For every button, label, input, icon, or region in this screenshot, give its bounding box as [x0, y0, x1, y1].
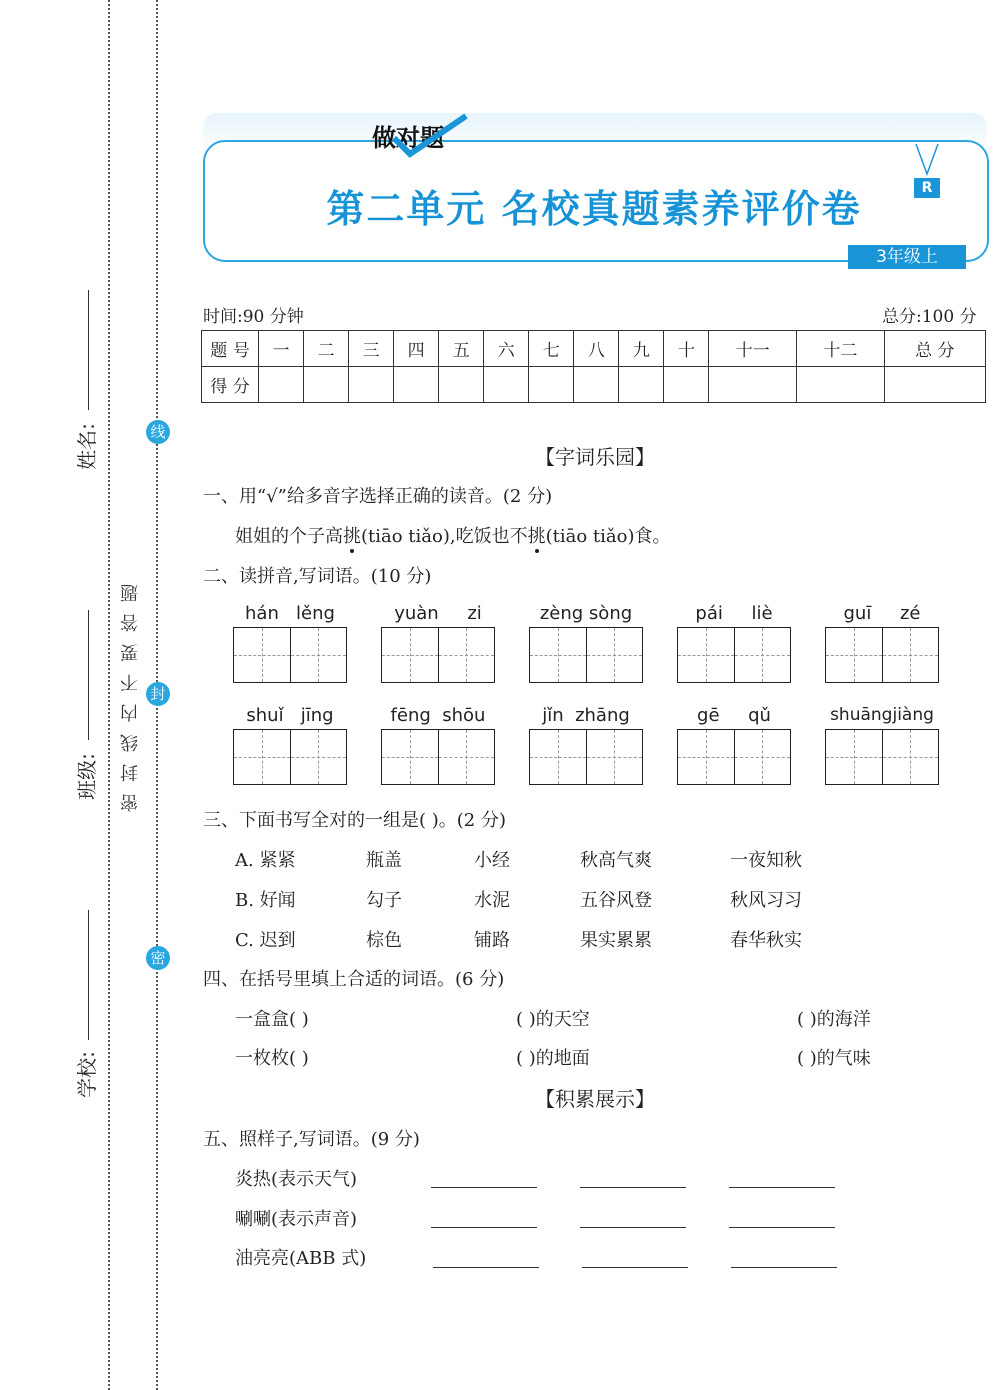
- option-a-4: 秋高气爽: [580, 850, 652, 871]
- pinyin: lěng: [296, 603, 335, 624]
- school-field[interactable]: [88, 910, 89, 1040]
- example-word: 炎热(表示天气): [235, 1169, 358, 1190]
- score-input-cell[interactable]: [884, 367, 985, 403]
- option-a-3: 小经: [474, 850, 510, 871]
- exam-time: 时间:90 分钟: [203, 307, 304, 327]
- writing-grid[interactable]: [825, 627, 939, 683]
- option-b-4: 五谷风登: [580, 890, 652, 911]
- pinyin: zhāng: [575, 705, 630, 726]
- pinyin: shōu: [442, 705, 486, 726]
- seal-char-seal: 封: [146, 682, 170, 706]
- binding-dotted-line-outer: [108, 0, 110, 1390]
- answer-line[interactable]: [729, 1226, 835, 1228]
- pinyin: jiàng: [892, 705, 934, 725]
- question-2-title: 二、读拼音,写词语。(10 分): [203, 566, 432, 587]
- fill-blank[interactable]: 一盒盒( ): [235, 1009, 309, 1030]
- table-cell: 四: [394, 331, 439, 367]
- writing-grid[interactable]: [233, 729, 347, 785]
- table-cell: 八: [574, 331, 619, 367]
- writing-grid[interactable]: [529, 729, 643, 785]
- table-cell: 十一: [709, 331, 797, 367]
- score-input-cell[interactable]: [259, 367, 304, 403]
- fill-blank[interactable]: 一枚枚( ): [235, 1048, 309, 1069]
- pinyin: shuāng: [830, 705, 893, 725]
- checkmark-icon: [390, 112, 470, 158]
- class-field[interactable]: [88, 610, 89, 740]
- table-cell: 得 分: [202, 367, 259, 403]
- pinyin: zèng: [539, 603, 584, 624]
- writing-grid[interactable]: [677, 729, 791, 785]
- fill-blank[interactable]: ( )的海洋: [797, 1009, 871, 1030]
- option-c-1[interactable]: C. 迟到: [235, 930, 296, 951]
- school-label: 学校:: [74, 1051, 99, 1098]
- answer-line[interactable]: [431, 1186, 537, 1188]
- pinyin-word-2: [381, 603, 495, 683]
- writing-grid[interactable]: [825, 729, 939, 785]
- page-title: 第二单元 名校真题素养评价卷: [326, 187, 862, 231]
- question-3-title: 三、下面书写全对的一组是( )。(2 分): [203, 810, 506, 831]
- pinyin-word-9: [677, 705, 791, 785]
- answer-line[interactable]: [729, 1186, 835, 1188]
- answer-line[interactable]: [580, 1226, 686, 1228]
- answer-line[interactable]: [580, 1186, 686, 1188]
- option-c-5: 春华秋实: [730, 930, 802, 951]
- table-cell: 题 号: [202, 331, 259, 367]
- pinyin-word-3: [529, 603, 643, 683]
- writing-grid[interactable]: [381, 729, 495, 785]
- banner-badge: 做对题: [372, 124, 444, 152]
- name-field[interactable]: [88, 290, 89, 410]
- pinyin: liè: [751, 603, 773, 624]
- example-word: 油亮亮(ABB 式): [235, 1248, 367, 1269]
- option-a-5: 一夜知秋: [730, 850, 802, 871]
- pinyin: gē: [697, 705, 720, 726]
- pinyin-word-10: [825, 705, 939, 785]
- table-cell: 九: [619, 331, 664, 367]
- section-title-words: 【字词乐园】: [535, 445, 655, 469]
- fill-blank[interactable]: ( )的气味: [797, 1048, 871, 1069]
- option-c-3: 铺路: [474, 930, 510, 951]
- name-label: 姓名:: [74, 423, 99, 470]
- pinyin: guī: [843, 603, 872, 624]
- section-title-accumulation: 【积累展示】: [535, 1087, 655, 1111]
- pinyin-word-8: [529, 705, 643, 785]
- exam-total: 总分:100 分: [882, 307, 977, 327]
- table-row: [202, 331, 986, 367]
- pinyin: hán: [245, 603, 279, 624]
- edition-badge: R: [914, 178, 940, 198]
- score-input-cell[interactable]: [797, 367, 885, 403]
- score-input-cell[interactable]: [439, 367, 484, 403]
- pinyin-word-1: [233, 603, 347, 683]
- option-b-2: 勾子: [366, 890, 402, 911]
- pinyin: pái: [695, 603, 723, 624]
- score-input-cell[interactable]: [484, 367, 529, 403]
- pinyin-word-6: [233, 705, 347, 785]
- writing-grid[interactable]: [677, 627, 791, 683]
- answer-line[interactable]: [431, 1226, 537, 1228]
- pinyin: fēng: [390, 705, 431, 726]
- table-cell: 十二: [797, 331, 885, 367]
- score-input-cell[interactable]: [394, 367, 439, 403]
- option-c-2: 棕色: [366, 930, 402, 951]
- class-label: 班级:: [74, 753, 99, 800]
- pinyin-word-5: [825, 603, 939, 683]
- table-cell: 总 分: [884, 331, 985, 367]
- pinyin: zi: [467, 603, 482, 624]
- seal-char-line: 线: [146, 420, 170, 444]
- seal-char-secret: 密: [146, 946, 170, 970]
- score-input-cell[interactable]: [529, 367, 574, 403]
- grade-tag: 3年级上: [848, 245, 966, 269]
- pinyin: sòng: [588, 603, 633, 624]
- table-cell: 一: [259, 331, 304, 367]
- score-input-cell[interactable]: [304, 367, 349, 403]
- score-input-cell[interactable]: [574, 367, 619, 403]
- score-input-cell[interactable]: [619, 367, 664, 403]
- pinyin: yuàn: [394, 603, 439, 624]
- example-word: 唰唰(表示声音): [235, 1209, 358, 1230]
- table-cell: 六: [484, 331, 529, 367]
- answer-line[interactable]: [731, 1266, 837, 1268]
- writing-grid[interactable]: [381, 627, 495, 683]
- pinyin-word-4: [677, 603, 791, 683]
- question-1-sentence: 姐姐的个子高挑(tiāo tiǎo),吃饭也不挑(tiāo tiǎo)食。: [235, 526, 671, 547]
- pinyin: shuǐ: [246, 705, 284, 726]
- answer-line[interactable]: [582, 1266, 688, 1268]
- table-cell: 十: [664, 331, 709, 367]
- score-input-cell[interactable]: [349, 367, 394, 403]
- pinyin: jǐn: [542, 705, 564, 726]
- writing-grid[interactable]: [529, 627, 643, 683]
- score-table: [201, 330, 986, 403]
- seal-notice: 密封线内不要答题: [120, 572, 141, 812]
- writing-grid[interactable]: [233, 627, 347, 683]
- pinyin: qǔ: [748, 705, 771, 726]
- question-5-title: 五、照样子,写词语。(9 分): [203, 1129, 420, 1150]
- question-1-title: 一、用“√”给多音字选择正确的读音。(2 分): [203, 486, 553, 507]
- fill-blank[interactable]: ( )的地面: [516, 1048, 590, 1069]
- option-c-4: 果实累累: [580, 930, 652, 951]
- answer-line[interactable]: [433, 1266, 539, 1268]
- question-4-title: 四、在括号里填上合适的词语。(6 分): [203, 969, 505, 990]
- table-cell: 五: [439, 331, 484, 367]
- option-b-1[interactable]: B. 好闻: [235, 890, 296, 911]
- pinyin: jīng: [300, 705, 334, 726]
- score-input-cell[interactable]: [664, 367, 709, 403]
- table-cell: 七: [529, 331, 574, 367]
- pinyin-word-7: [381, 705, 495, 785]
- ribbon-icon: [912, 144, 942, 180]
- table-cell: 二: [304, 331, 349, 367]
- option-b-3: 水泥: [474, 890, 510, 911]
- pinyin: zé: [899, 603, 921, 624]
- score-input-cell[interactable]: [709, 367, 797, 403]
- table-row: [202, 367, 986, 403]
- option-a-1[interactable]: A. 紧紧: [235, 850, 296, 871]
- table-cell: 三: [349, 331, 394, 367]
- fill-blank[interactable]: ( )的天空: [516, 1009, 590, 1030]
- option-a-2: 瓶盖: [366, 850, 402, 871]
- option-b-5: 秋风习习: [730, 890, 802, 911]
